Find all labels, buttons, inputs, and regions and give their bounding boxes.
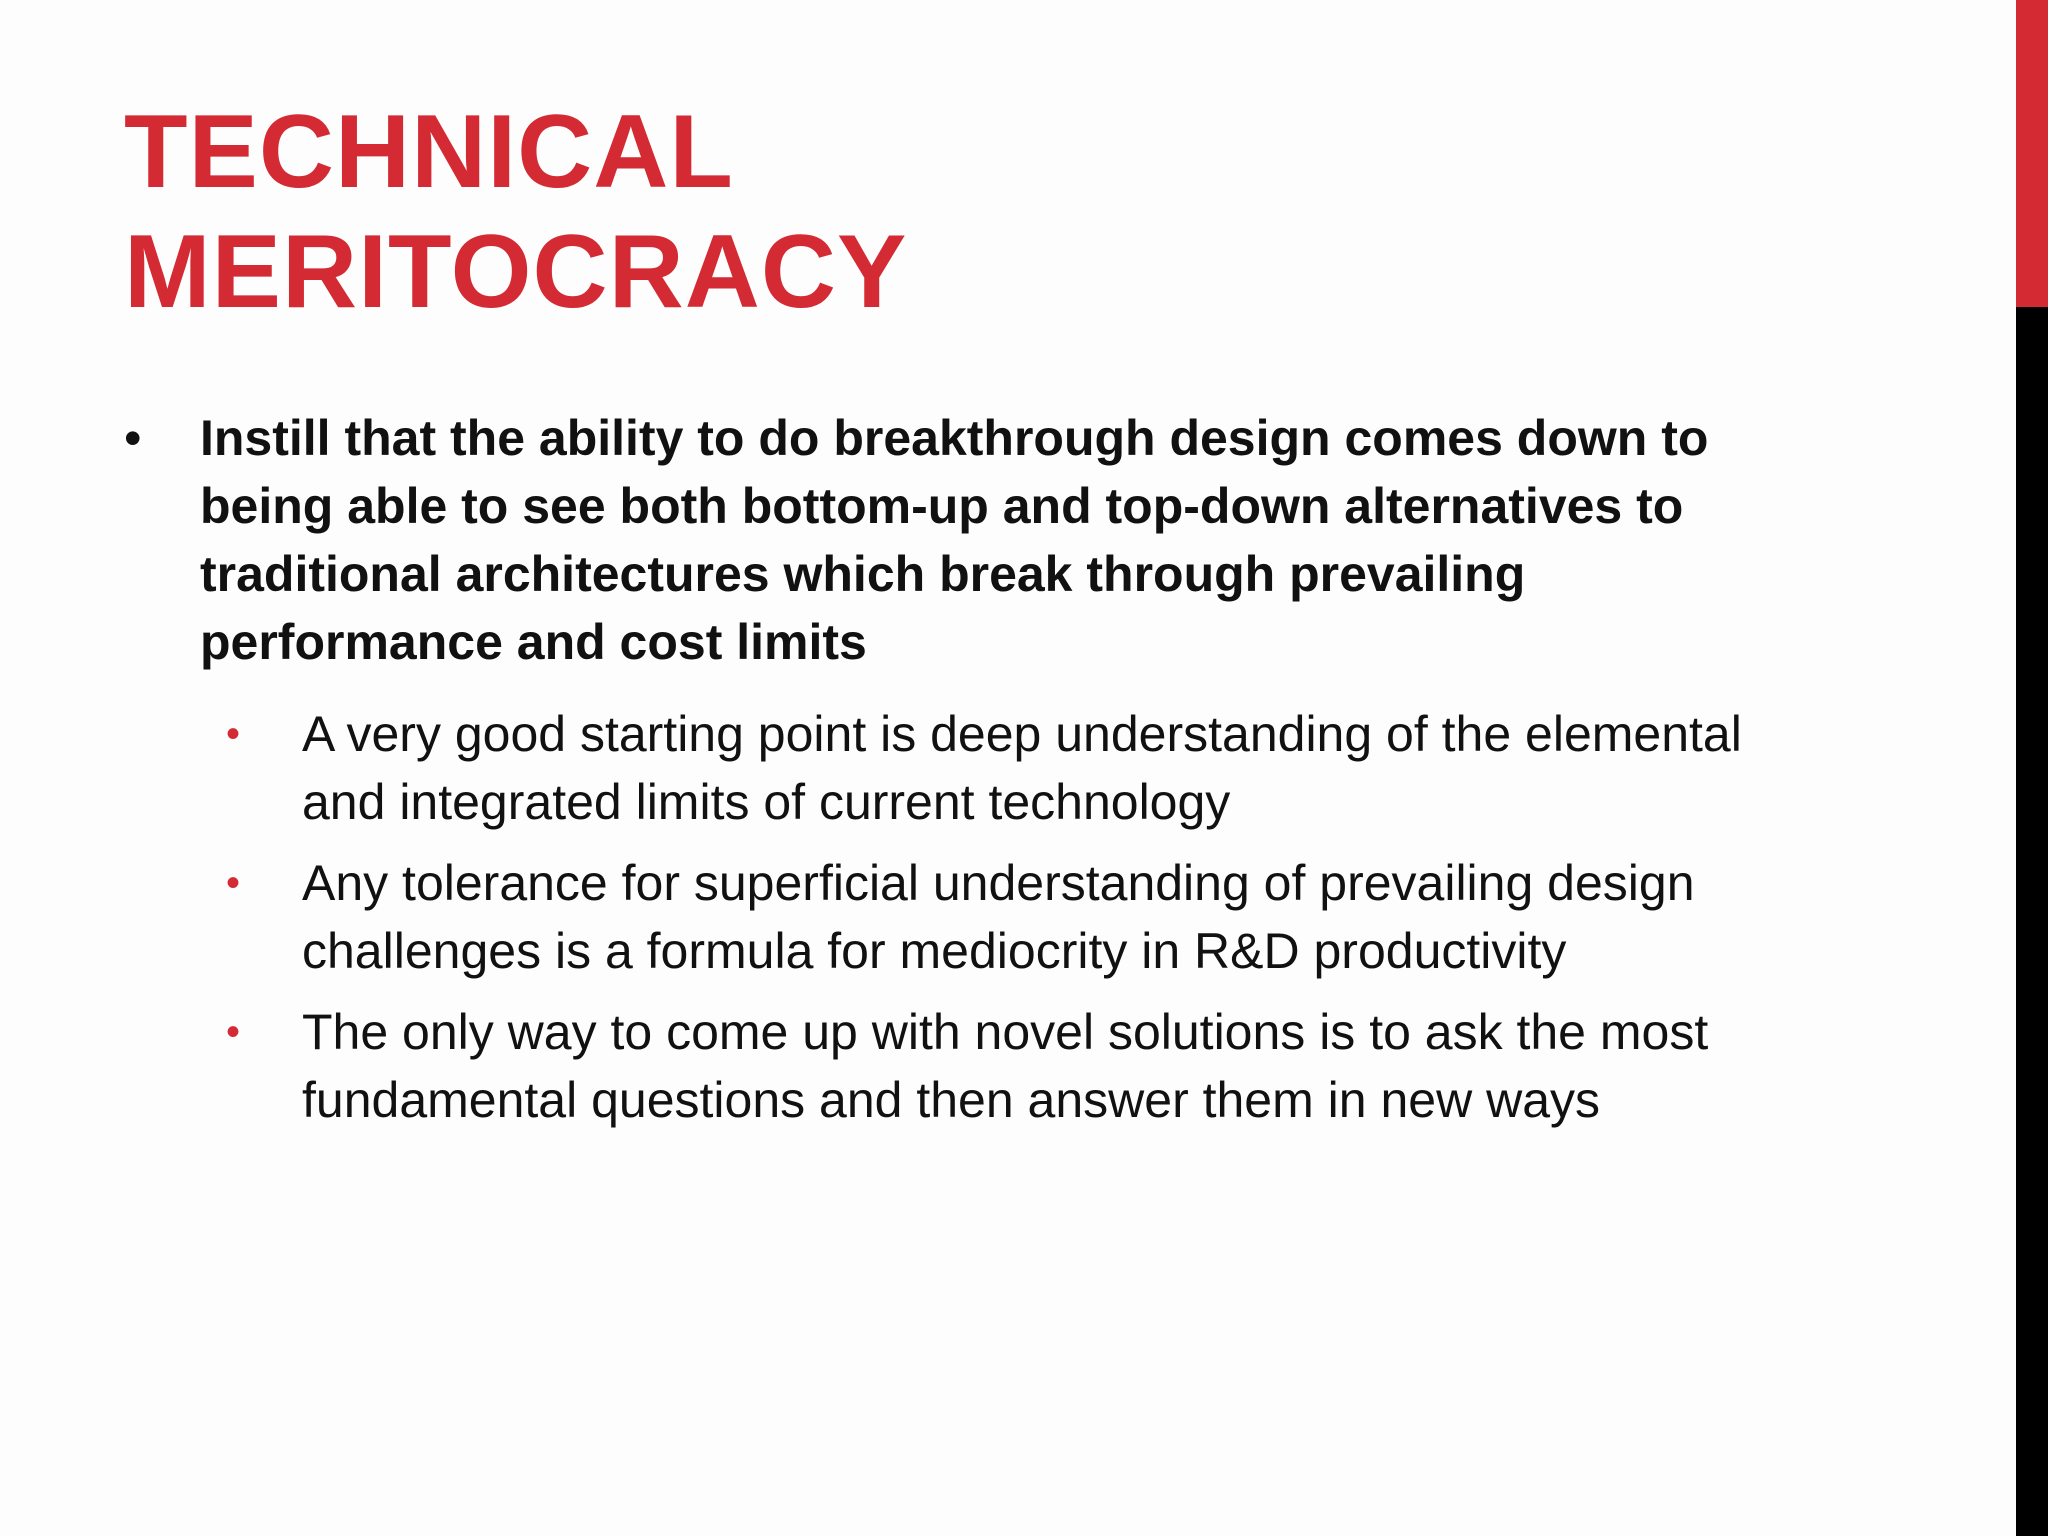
main-bullet-item	[124, 404, 1824, 676]
sub-bullet-item	[124, 700, 1824, 836]
slide-title: TECHNICAL MERITOCRACY	[124, 94, 908, 330]
sub-bullet-text: Any tolerance for superficial understanding of prevailing design challenges is a formula for mediocrity in R&D productivity	[302, 855, 1695, 979]
accent-bar	[2016, 0, 2048, 307]
slide-body	[124, 404, 1824, 1147]
bullet-icon: •	[226, 712, 241, 756]
bullet-icon: •	[226, 861, 241, 905]
main-bullet-text: Instill that the ability to do breakthrough design comes down to being able to see both bottom-up and top-down alternatives to traditional architectures which break through prevailing performance and cost limits	[200, 410, 1709, 670]
sub-bullet-text: A very good starting point is deep understanding of the elemental and integrated limits of current technology	[302, 706, 1742, 830]
sub-bullet-item	[124, 998, 1824, 1134]
bullet-icon: •	[124, 410, 142, 466]
bullet-icon: •	[226, 1010, 241, 1054]
dark-side-bar	[2016, 307, 2048, 1536]
sub-bullet-text: The only way to come up with novel solutions is to ask the most fundamental questions and then answer them in new ways	[302, 1004, 1709, 1128]
sub-bullet-list	[124, 700, 1824, 1134]
sub-bullet-item	[124, 849, 1824, 985]
